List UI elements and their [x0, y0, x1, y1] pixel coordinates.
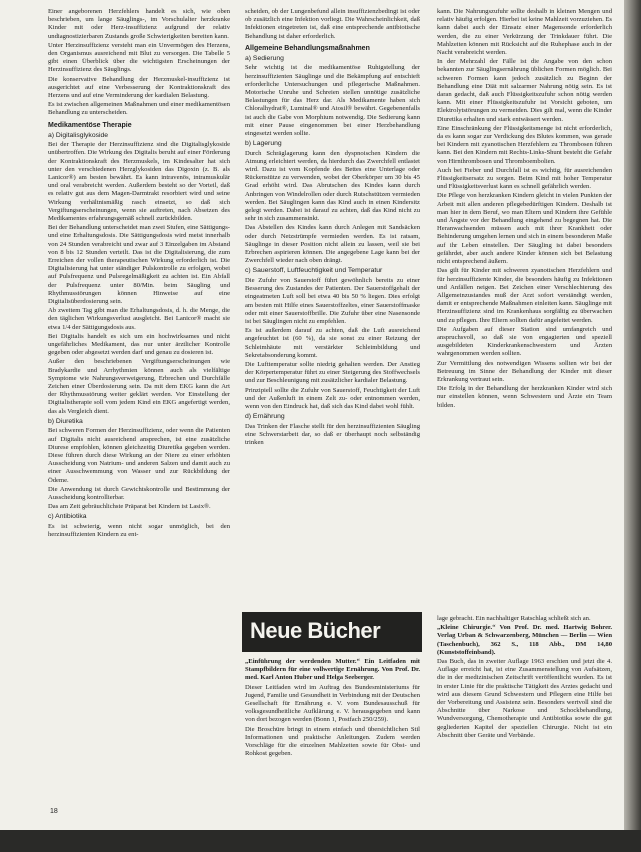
paragraph: Auch bei Fieber und Durchfall ist es wichtig, für ausreichenden Flüssigkeitsersatz zu sorgen. Beim Kind mit hoher Temperatur und Flüssigkeitsverlust kann es schnell gefährlich werden. [437, 166, 612, 191]
paragraph: Unter Herzinsuffizienz versteht man ein Unvermögen des Herzens, den Organismus ausreichend mit Blut zu versorgen. Die Tabelle 5 gibt einen Überblick über die wichtigsten Erscheinungen der Herzinsuffizienz des Säuglings. [48, 41, 230, 74]
column-1 [48, 8, 230, 808]
paragraph: Eine Einschränkung der Flüssigkeitsmenge ist nicht erforderlich, da es kann sogar zur Verdickung des Blutes kommen, was gerade bei Kindern mit zyanotischen Herzfehlern zu Thrombosen führen kann. Bei den Kindern mit Rechts-Links-Shunt besteht die Gefahr von Hirnthrombosen und Thromboembolien. [437, 124, 612, 165]
paragraph: kann. Die Nahrungszufuhr sollte deshalb in kleinen Mengen und relativ häufig erfolgen. Hierbei ist keine Mahlzeit vorzuziehen. Es kann dabei auch der Einsatz einer Magensonde erforderlich werden, die zu einer Verkürzung der Trinkdauer führt. Die Mahlzeiten können mit Rücksicht auf die Ruhephase auch in der Nacht verabreicht werden. [437, 8, 612, 57]
column-2 [245, 8, 420, 613]
paragraph: Prinzipiell sollte die Zufuhr von Sauerstoff, Feuchtigkeit der Luft und der Außenluft in einem Zelt zu- oder entnommen werden, wenn von den Eindruck hat, daß sich das Kind dabei wohl fühlt. [245, 386, 420, 411]
paragraph: Einer angeborenen Herzfehlers handelt es sich, wie oben beschrieben, um lange Säuglings-, im Vorschulalter herzkranke Kinder mit oder Herz-insuffizienz aufgrund der relativ undiagnostizierbaren Zustands große Schwierigkeiten bereiten kann. [48, 8, 230, 40]
paragraph: Die konservative Behandlung der Herzmuskel-insuffizienz ist ausgerichtet auf eine Verbesserung der Kontraktionskraft des Herzens und auf eine Verminderung der kardialen Belastung. [48, 75, 230, 100]
subsection-heading: a) Digitalisglykoside [48, 131, 109, 139]
paragraph: Es ist außerdem darauf zu achten, daß die Luft ausreichend angefeuchtet ist (60 %), da sie sonst zu einer Reizung der Schleimhäute mit verstärkter Schleimbildung und Sekretabsonderung kommt. [245, 327, 420, 359]
paragraph: Die Pflege von herzkranken Kindern gleicht in vielen Punkten der Arbeit mit allen anderen pflegebedürftigen Kindern. Deshalb ist man hier in dem Beruf, wo man Eltern und Kindern ihre Gefühle und Ängste vor der Behandlung eingehend zu begegnen hat. Die Heranwachsenden müssen auch mit ihrer Krankheit oder Behinderung umgehen lernen und sich in einem besonderen Maße auf ihr Leben einstellen. Der Säugling ist dabei besonders gefährdet, aber auch andere Kinder können sich bei Belastung nicht entsprechend äußern. [437, 192, 612, 266]
paragraph: Das Trinken der Flasche stellt für den herzinsuffizienten Säugling eine Schwerstarbeit dar, so daß er überhaupt noch selbständig trinken [245, 422, 420, 447]
scan-bottom-border [0, 830, 641, 852]
paragraph: Bei der Behandlung unterscheidet man zwei Stufen, eine Sättigungs- und eine Erhaltungsdosis. Die Sättigungsdosis wird meist innerhalb von 24 Stunden verabreicht und zwar auf 3 Einzelgaben im Abstand von 8 bis 12 Stunden verteilt. Das ist die Digitalisierung, die zum Erreichen der vollen therapeutischen Wirkung erforderlich ist. Die Digitalisierung hat unter ständiger Pulskontrolle zu erfolgen, wobei auf Pulsfrequenz und Pulsregelmäßigkeit zu achten ist. Ein Abfall der Pulsfrequenz unter 80/Min. beim Säugling und Rhythmusstörungen können Hinweise auf eine Digitalisüberdosierung sein. [48, 224, 230, 305]
paragraph: Sehr wichtig ist die medikamentöse Ruhigstellung der herzinsuffizienten Säuglinge und die Bekämpfung auf entschieft erforderliche Untersuchungen und pflegerische Maßnahmen. Motorische Unruhe und Schreien stellen unnötige zusätzliche Belastungen für das Herz dar. Als Medikamente haben sich Chloralhydrat®, Luminal® und Atosil® bewährt. Gegebenenfalls ist auch die Gabe von Morphium notwendig. Die Sedierung kann mit einer Pause eingenommen bei einer Herzbehandlung eingesetzt werden sollte. [245, 64, 420, 137]
paragraph: lage gebracht. Ein nachhaltiger Ratschlag schließt sich an. [437, 615, 591, 622]
paragraph: Zur Vermittlung des notwendigen Wissens sollten wir bei der Betreuung im Sinne der Behandlung der Kinder mit dieser Erkrankung vertraut sein. [437, 359, 612, 383]
page-edge-shadow [624, 0, 641, 852]
new-books-title: Neue Bücher [250, 618, 381, 643]
paragraph: Die Aufgaben auf dieser Station sind umfangreich und anspruchsvoll, so daß sie von engagierten und speziell ausgebildeten Kinderkrankenschwestern und Ärzten wahrgenommen werden sollten. [437, 325, 612, 358]
paragraph: scheiden, ob der Lungenbefund allein insuffizienzbedingt ist oder ob zusätzlich eine Infektion vorliegt. Die Wahrscheinlichkeit, daß Infektionen eingetreten ist, daß eine entsprechende antibiotische Behandlung ist daher erforderlich. [245, 8, 420, 40]
subsection-heading: b) Lagerung [245, 140, 282, 148]
paragraph: Das gilt für Kinder mit schweren zyanotischen Herzfehlern und für herzinsuffiziente Kinder, die besonders häufig zu Infektionen und Anfällen neigen. Bei Zeichen einer Verschlechterung des Allgemeinzustandes muß der Arzt sofort verständigt werden, damit er entsprechende Maßnahmen einleiten kann. Säuglinge mit Herzinsuffizienz sind im Krankenhaus sorgfältig zu überwachen und zu pflegen. Ihre Eltern sollten dafür angeleitet werden. [437, 267, 612, 324]
paragraph: Die Broschüre bringt in einem einfach und übersichtlichen Stil Informationen und praktische Anleitungen. Zudem werden Vorschläge für die einzelnen Mahlzeiten sowie für Obst- und Rohkost gegeben. [245, 725, 420, 758]
paragraph: In der Mehrzahl der Fälle ist die Angabe von den schon bekannten zur Säuglingsernährung üblichen Formen möglich. Bei schweren Formen kann jedoch zusätzlich zu Beginn der Behandlung eine Diät mit salzarmer Nahrung nötig sein. Es ist daran gedacht, daß auch Flüssigkeitszufuhr schon nötig werden kann. Mit einer Flüssigkeitszufuhr ist Vorsicht geboten, um Elektrolytstörungen zu vermeiden. Dies gilt mal, wenn die Kinder Diuretika erhalten und stark entwässert werden. [437, 58, 612, 123]
section-heading: Medikamentöse Therapie [48, 121, 132, 129]
paragraph: Das am Zeit gebräuchlichste Präparat bei Kindern ist Lasix®. [48, 503, 211, 511]
section-heading: Allgemeine Behandlungsmaßnahmen [245, 44, 370, 52]
subsection-heading: a) Sedierung [245, 54, 284, 62]
column-3 [437, 8, 612, 613]
paragraph: Durch Schräglagerung kann den dyspnoischen Kindern die Atmung erleichtert werden, da hierdurch das Zwerchfell entlastet wird. Dazu ist vom Kopfende des Bettes eine Unterlage oder Rückenstütze zu verwenden, wobei der Oberkörper um 30 bis 45 Grad erhöht wird. Das Abrutschen des Kindes kann durch Anbringen von Windelrollen oder durch Rutschstützen vermieden werden. Bei Säuglingen kann das Kind auch in einen Kindersitz gelegt werden. Dabei ist darauf zu achten, daß das Kind nicht zu sehr in sich zusammensinkt. [245, 149, 420, 223]
paragraph: Das Buch, das in zweiter Auflage 1963 erschien und jetzt die 4. Auflage erreicht hat, ist eine Zusammenstellung von Aufsätzen, die in der medizinischen Zeitschrift veröffentlicht wurden. Es ist in erster Linie für die praktische Tätigkeit des Arztes gedacht und wird aus diesem Grund Schwestern und Pflegern eine Hilfe bei der Vorbereitung und Assistenz sein. Besonders wertvoll sind die Abschnitte über Narkose und Schockbehandlung, Wundversorgung, Chemotherapie und Antibiotika sowie die gut gegliederten Kapitel der speziellen Chirurgie. Nicht ist ein Abschnitt über Geräte und Verbände. [437, 658, 612, 739]
paragraph: Außer den beschriebenen Vergiftungserscheinungen wie Bradykardie und Arrhythmien können auch als vielfältige Symptome wie Nahrungsverweigerung, Erbrechen und Durchfälle Zeichen einer Überdosierung sein. Da mit dem EKG kann die Art der Rhythmusstörung weiter geklärt werden. Vor Einstellung der Digitalistherapie soll vom jedem Kind ein EKG angefertigt werden, das als Vergleich dient. [48, 358, 230, 415]
paragraph: Ab zweitem Tag gibt man die Erhaltungsdosis, d. h. die Menge, die den täglichen Wirkungsverlust ausgleicht. Bei Lanicor® macht sie etwa 1/4 der Sättigungsdosis aus. [48, 307, 230, 331]
new-books-banner [242, 612, 422, 652]
paragraph: Die Anwendung ist durch Gewichtskontrolle und Bestimmung der Ausscheidung kontrollierbar. [48, 485, 230, 501]
paragraph: Dieser Leitfaden wird im Auftrag des Bundesministeriums für Jugend, Familie und Gesundheit in Verbindung mit der Deutschen Gesellschaft für Ernährung e. V. vom Bundesausschuß für volksgesundheitliche Aufklärung e. V. herausgegeben und kann von dort bezogen werden (Bonn 1, Postfach 250/259). [245, 683, 420, 724]
subsection-heading: c) Antibiotika [48, 513, 87, 521]
page-number: 18 [50, 808, 58, 815]
paragraph: Es ist zwischen allgemeinen Maßnahmen und einer medikamentösen Behandlung zu unterscheiden. [48, 101, 230, 117]
paragraph: Das Abstellen des Kindes kann durch Anlegen mit Sandsäcken oder durch Netzstrümpfe vermieden werden. Es ist ratsam, Säuglinge in dieser Position nicht allein zu lassen, weil sie bei Erbrechen aspirieren können. Die angegebene Lage kann bei der Zwerchfell wieder nach oben drängt. [245, 224, 420, 265]
review-citation: „Einführung der werdenden Mutter.“ Ein Leitfaden mit Stampfbildern für eine vollwertige Ernährung. Von Prof. Dr. med. Karl Anton Huber und Helga Seeberger. [245, 658, 420, 682]
paragraph: Die Erfolg in der Behandlung der herzkranken Kinder wird sich nur einstellen können, wenn Schwestern und Ärzte ein Team bilden. [437, 385, 612, 409]
subsection-heading: d) Ernährung [245, 413, 285, 421]
review-citation: „Kleine Chirurgie.“ Von Prof. Dr. med. Hartwig Bohrer. Verlag Urban & Schwarzenberg, München — Berlin — Wien (Taschenbuch), 362 S., 118 Abb., DM 14,80 (Kunststoffeinband). [437, 624, 612, 656]
paragraph: Die Lufttemperatur sollte niedrig gehalten werden. Der Anstieg der Körpertemperatur führt zu einer Steigerung des Stoffwechsels und zur Beschleunigung mit zusätzlicher kardialer Belastung. [245, 361, 420, 385]
paragraph: Bei der Therapie der Herzinsuffizienz sind die Digitalisglykoside unübertroffen. Die Wirkung des Digitalis beruht auf einer Förderung der Kontraktionskraft des Herzmuskels, im Kindesalter hat sich unter den verschiedenen Herzglykosiden das Digoxin (z. B. als Lanicor®) am besten bewährt. Es kann intravenös, intramuskulär und oral verabreicht werden. Außerdem besteht so der Vorteil, daß es relativ gut aus dem Magen-Darmtrakt resorbiert wird und seine Wirkung verhältnismäßig rasch einsetzt, so daß sich Vergiftungserscheinungen, wenn sie auftreten, nach Absetzen des Medikamentes erfahrungsgemäß schnell zurückbilden. [48, 141, 230, 222]
paragraph: Bei schweren Formen der Herzinsuffizienz, oder wenn die Patienten auf Digitalis nicht ausreichend ansprechen, ist eine zusätzliche Diurese empfohlen, können gleichzeitig Diuretika gegeben werden. Diese führen durch diese Wirkung an der Niere zu einer erhöhten Ausscheidung von Natrium- und anderen Salzen und damit auch zu einer Ausschwemmung von Wasser und zur Rückbildung der Ödeme. [48, 427, 230, 484]
subsection-heading: b) Diuretika [48, 417, 83, 425]
subsection-heading: c) Sauerstoff, Luftfeuchtigkeit und Temperatur [245, 267, 383, 275]
book-review-column-3 [437, 615, 612, 830]
paragraph: Die Zufuhr von Sauerstoff führt gewöhnlich bereits zu einer Besserung des Zustandes der Patienten. Der Sauerstoffgehalt der eingeatmeten Luft soll bei etwa 40 bis 50 % liegen. Dies erfolgt am besten mit Hilfe eines Sauerstoffzeltes, einer Sauerstoffmaske oder mit einer Sauerstoffbrille. Die Zufuhr über eine Nasensonde ist bei Säuglingen nicht zu empfehlen. [245, 276, 420, 325]
book-review-column-2 [245, 658, 420, 828]
paragraph: Bei Digitalis handelt es sich um ein hochwirksames und nicht ungefährliches Medikament, das nur unter ärztlicher Kontrolle gegeben oder abgesetzt werden darf und genau zu dosieren ist. [48, 332, 230, 357]
paragraph: Es ist schwierig, wenn nicht sogar unmöglich, bei den herzinsuffizienten Kindern zu ent- [48, 522, 230, 539]
